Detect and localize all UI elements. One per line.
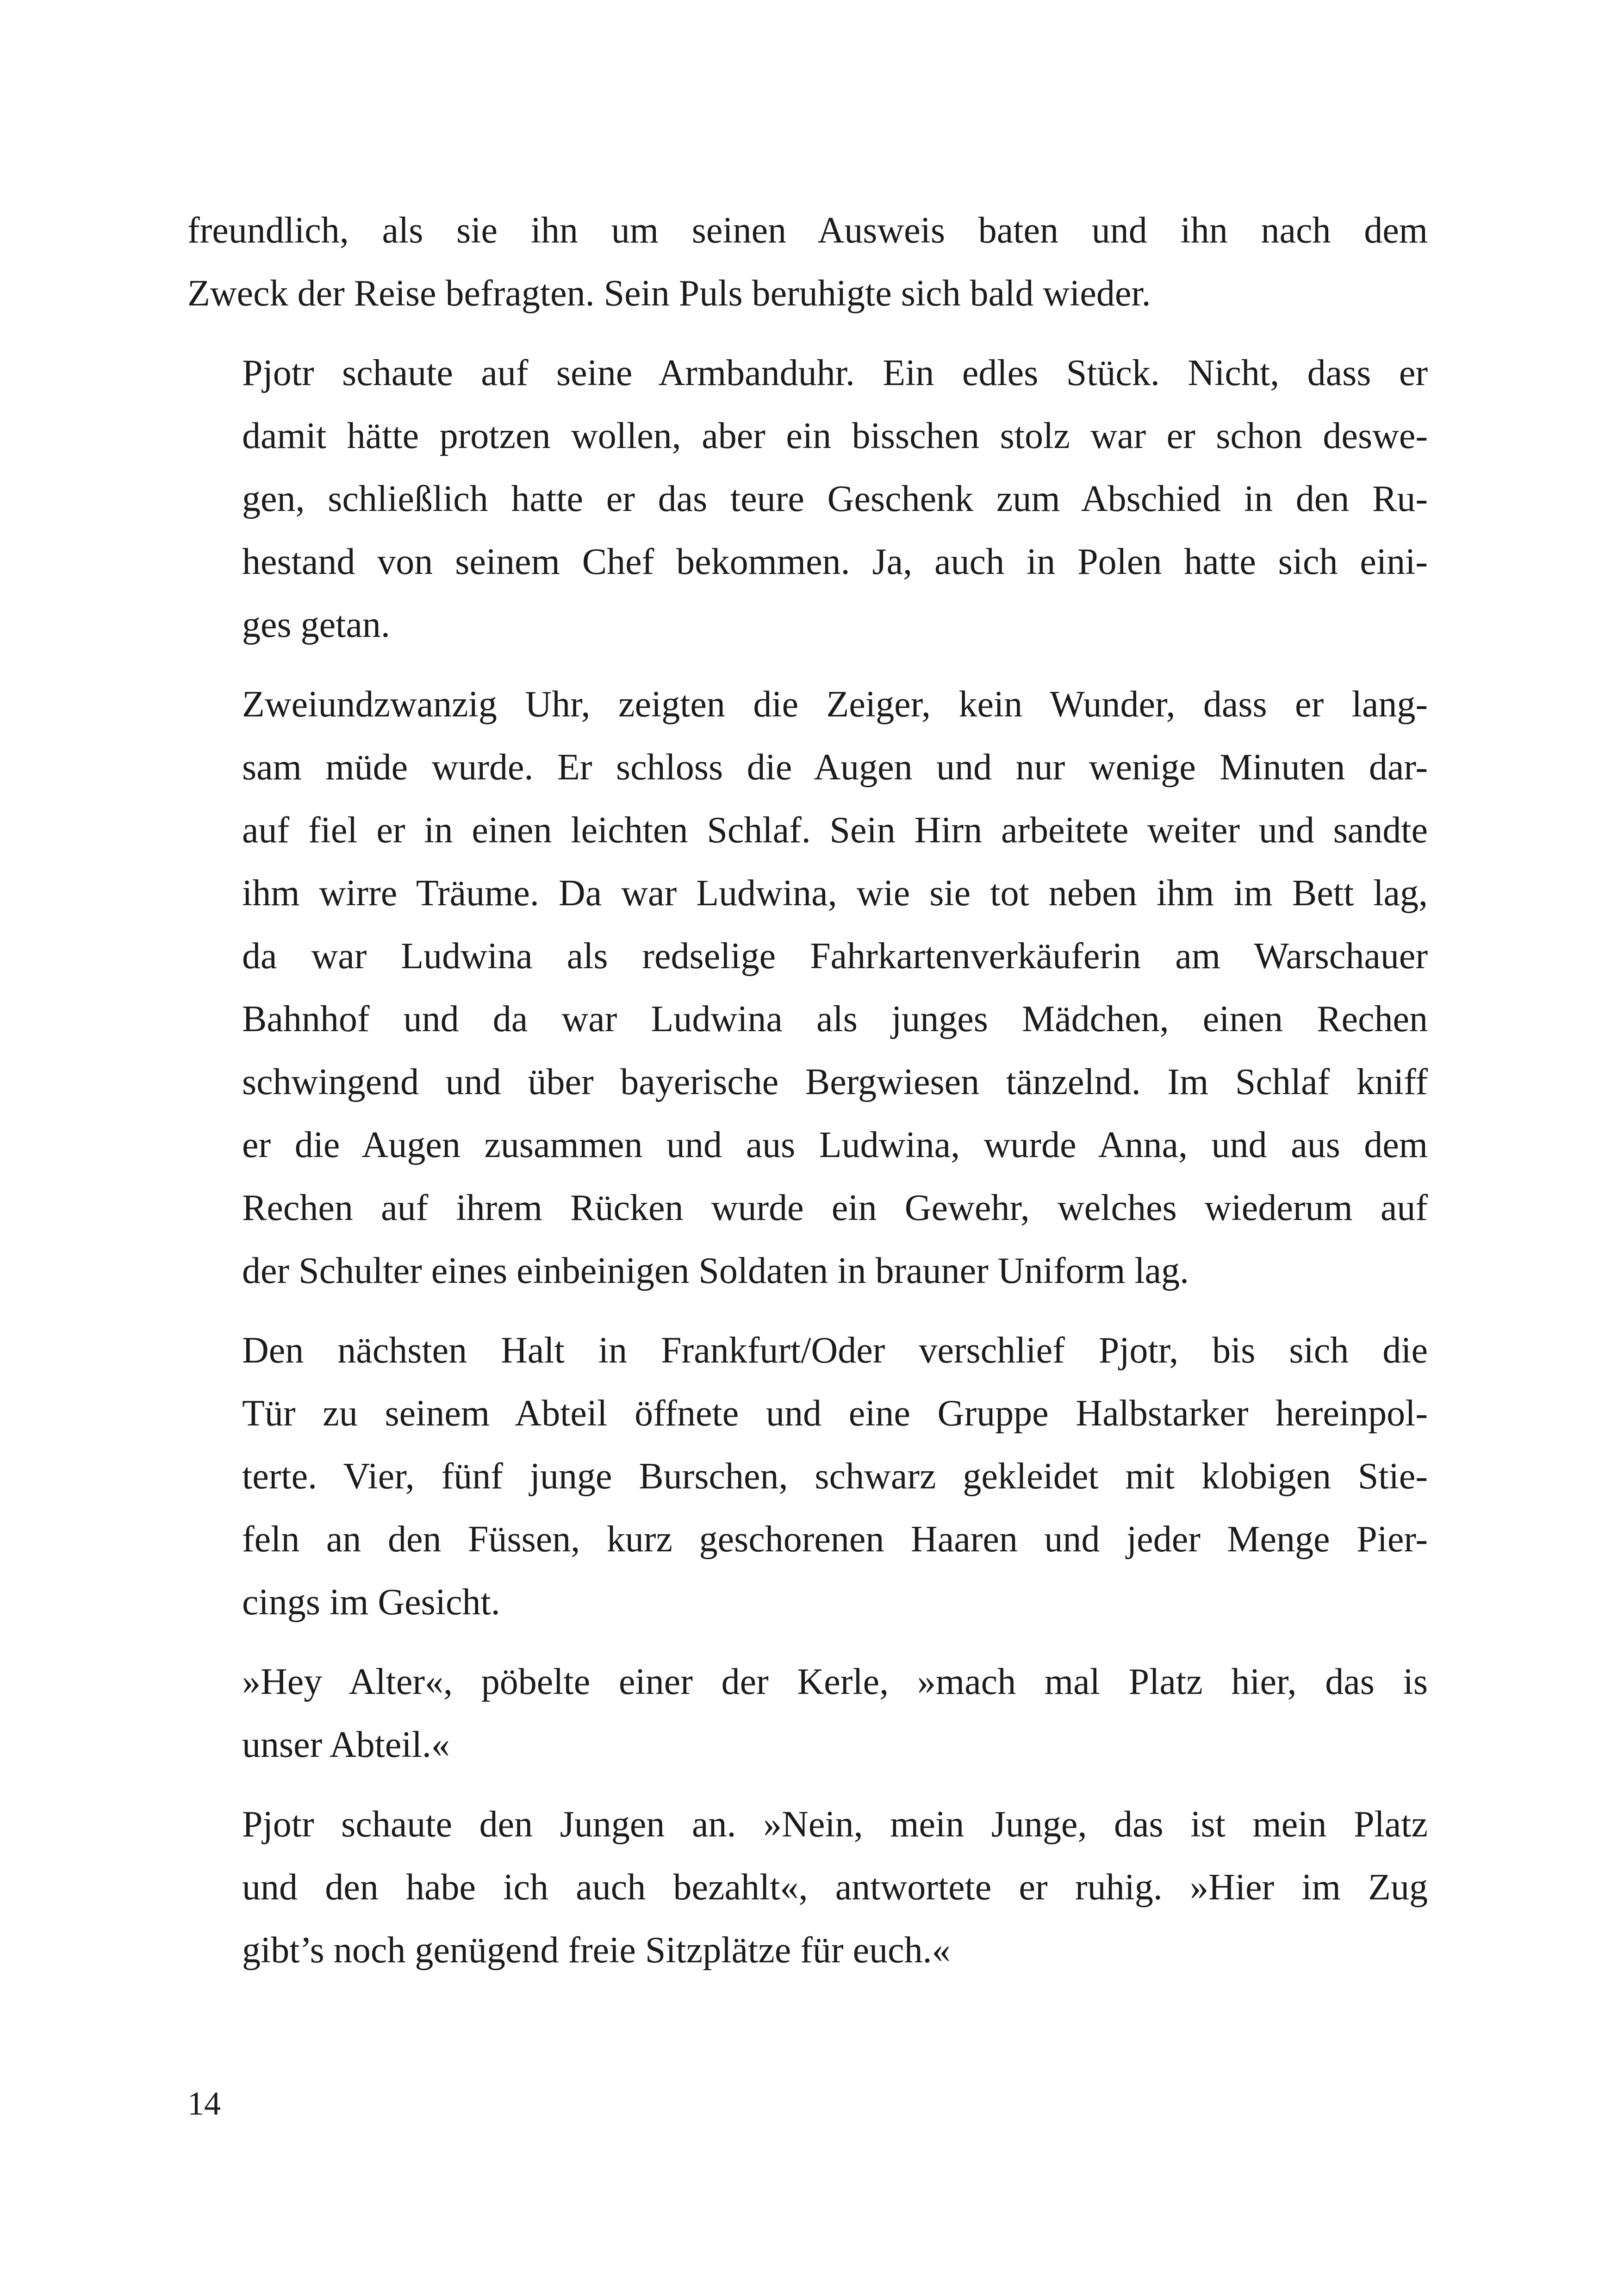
paragraph-3	[187, 673, 1428, 1302]
text-line: Den nächsten Halt in Frankfurt/Oder verschlief Pjotr, bis sich die	[242, 1330, 1428, 1371]
text-line: terte. Vier, fünf junge Burschen, schwarz gekleidet mit klobigen Stie-	[242, 1456, 1428, 1497]
text-line: Pjotr schaute den Jungen an. »Nein, mein Junge, das ist mein Platz	[242, 1804, 1428, 1845]
text-line: unser Abteil.«	[242, 1724, 450, 1765]
text-line: cings im Gesicht.	[242, 1582, 500, 1623]
text-line: hestand von seinem Chef bekommen. Ja, auch in Polen hatte sich eini-	[242, 541, 1428, 582]
paragraph-5	[187, 1650, 1428, 1776]
body-text	[187, 199, 1428, 1998]
paragraph-1	[187, 199, 1428, 325]
text-line: feln an den Füssen, kurz geschorenen Haaren und jeder Menge Pier-	[242, 1519, 1428, 1560]
text-line: der Schulter eines einbeinigen Soldaten in brauner Uniform lag.	[242, 1251, 1189, 1291]
text-line: Zweck der Reise befragten. Sein Puls beruhigte sich bald wieder.	[187, 273, 1151, 314]
paragraph-2	[187, 342, 1428, 656]
text-line: da war Ludwina als redselige Fahrkartenverkäuferin am Warschauer	[242, 936, 1428, 977]
text-line: schwingend und über bayerische Bergwiesen tänzelnd. Im Schlaf kniff	[242, 1062, 1428, 1102]
text-line: und den habe ich auch bezahlt«, antwortete er ruhig. »Hier im Zug	[242, 1867, 1428, 1908]
text-line: er die Augen zusammen und aus Ludwina, wurde Anna, und aus dem	[242, 1125, 1428, 1165]
page-number: 14	[187, 2085, 221, 2122]
text-line: Bahnhof und da war Ludwina als junges Mädchen, einen Rechen	[242, 999, 1428, 1039]
text-line: sam müde wurde. Er schloss die Augen und nur wenige Minuten dar-	[242, 747, 1428, 788]
text-line: Pjotr schaute auf seine Armbanduhr. Ein edles Stück. Nicht, dass er	[242, 353, 1428, 393]
text-line: auf fiel er in einen leichten Schlaf. Sein Hirn arbeitete weiter und sandte	[242, 810, 1428, 851]
text-line: ges getan.	[242, 604, 390, 645]
text-line: gibt’s noch genügend freie Sitzplätze für euch.«	[242, 1930, 951, 1971]
text-line: gen, schließlich hatte er das teure Geschenk zum Abschied in den Ru-	[242, 479, 1428, 519]
text-line: ihm wirre Träume. Da war Ludwina, wie sie tot neben ihm im Bett lag,	[242, 873, 1428, 914]
text-line: Rechen auf ihrem Rücken wurde ein Gewehr, welches wiederum auf	[242, 1188, 1428, 1228]
text-line: Zweiundzwanzig Uhr, zeigten die Zeiger, kein Wunder, dass er lang-	[242, 684, 1428, 725]
text-line: freundlich, als sie ihn um seinen Ausweis baten und ihn nach dem	[187, 210, 1428, 251]
text-line: Tür zu seinem Abteil öffnete und eine Gruppe Halbstarker hereinpol-	[242, 1393, 1428, 1434]
text-line: damit hätte protzen wollen, aber ein bisschen stolz war er schon deswe-	[242, 416, 1428, 456]
paragraph-6	[187, 1793, 1428, 1982]
text-line: »Hey Alter«, pöbelte einer der Kerle, »mach mal Platz hier, das is	[242, 1661, 1428, 1702]
paragraph-4	[187, 1319, 1428, 1634]
